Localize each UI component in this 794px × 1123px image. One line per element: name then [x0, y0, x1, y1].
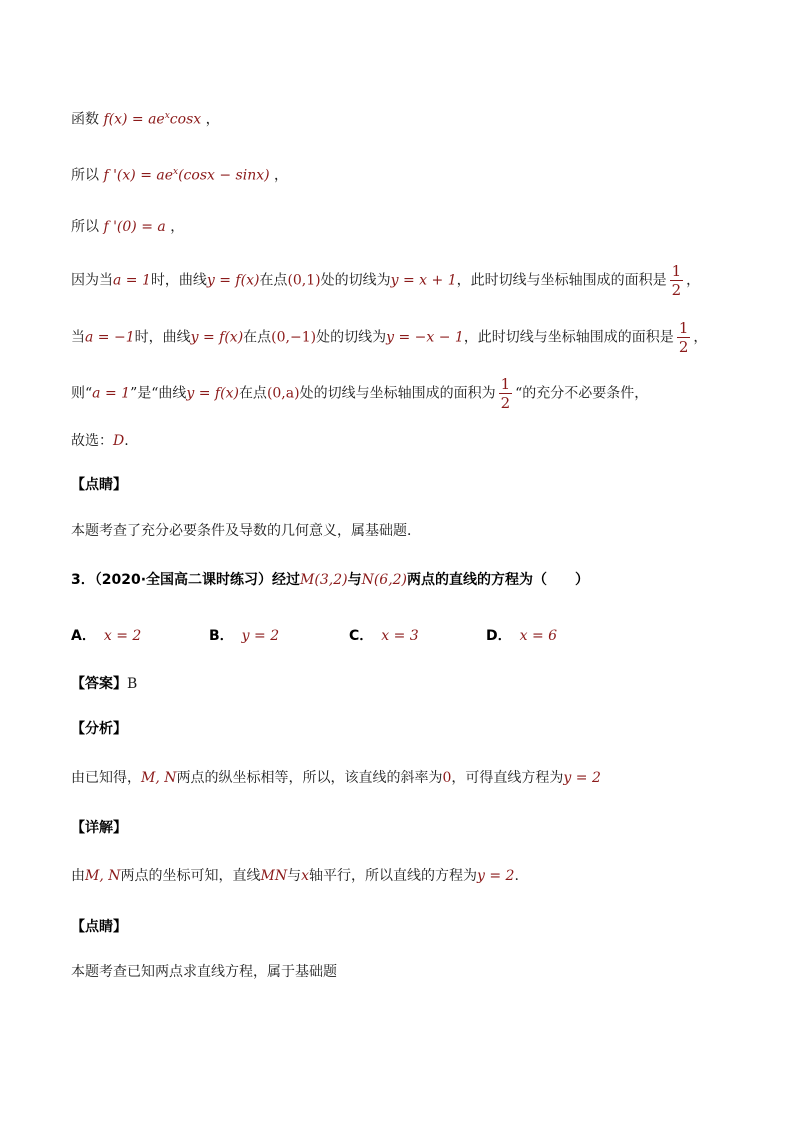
option-label: A．	[71, 628, 96, 644]
option-value: x = 2	[103, 628, 142, 644]
text: ，此时切线与坐标轴围成的面积是	[456, 272, 667, 289]
answer-line	[71, 674, 137, 694]
math-expr: (0,a)	[266, 385, 300, 402]
math-expr: a = −1	[85, 329, 135, 346]
math-expr: y = 2	[563, 770, 601, 786]
text: 故选：	[71, 433, 113, 449]
fenxi-text	[71, 768, 601, 788]
math-expr: (0,1)	[287, 272, 321, 289]
solution-line-2	[71, 162, 288, 186]
math-expr: y = f(x)	[186, 385, 239, 402]
text: 时，曲线	[134, 329, 191, 346]
text: 在点	[259, 272, 288, 289]
text: 轴平行，所以直线的方程为	[309, 868, 477, 884]
text: 两点的纵坐标相等，所以，该直线的斜率为	[176, 770, 443, 786]
math-expr: f '(x) = ae	[103, 167, 174, 184]
option-d	[486, 626, 557, 646]
option-value: x = 3	[381, 628, 419, 644]
option-value: y = 2	[241, 628, 280, 644]
text: 所以	[71, 219, 99, 235]
text: 所以	[71, 167, 99, 184]
option-label: B．	[209, 628, 234, 644]
solution-line-3	[71, 217, 184, 237]
option-a	[71, 626, 141, 646]
fraction-denominator: 2	[678, 338, 689, 356]
math-expr: y = f(x)	[190, 329, 244, 346]
text: 经过	[272, 572, 301, 588]
math-expr: MN	[260, 868, 288, 884]
math-sup: x	[173, 167, 179, 177]
dianjing-heading: 【点睛】	[71, 477, 127, 493]
text: ，	[686, 272, 701, 289]
math-expr: f(x) = ae	[103, 111, 165, 128]
fenxi-heading: 【分析】	[71, 721, 127, 737]
math-expr: M, N	[85, 868, 121, 884]
fraction	[677, 319, 691, 356]
text: ，此时切线与坐标轴围成的面积是	[463, 329, 674, 346]
text: 在点	[243, 329, 272, 346]
fraction-numerator: 1	[678, 319, 689, 337]
text: 由	[71, 868, 85, 884]
text: 因为当	[71, 272, 113, 289]
fraction-denominator: 2	[671, 281, 682, 299]
text: 则“	[71, 385, 93, 402]
question-3-stem	[71, 570, 589, 590]
text: “的充分不必要条件，	[515, 385, 649, 402]
math-expr: a = 1	[92, 385, 131, 402]
text: ，	[170, 219, 185, 235]
dianjing-text: 本题考查了充分必要条件及导数的几何意义，属基础题．	[71, 523, 421, 539]
fraction	[670, 262, 684, 299]
math-expr: cosx	[169, 111, 202, 128]
text: 函数	[71, 111, 99, 128]
option-value: x = 6	[519, 628, 558, 644]
math-expr: a = 1	[113, 272, 151, 289]
math-expr: M, N	[141, 770, 177, 786]
text: 与	[347, 572, 362, 588]
math-expr: y = x + 1	[390, 272, 457, 289]
math-expr: 0	[442, 770, 452, 786]
solution-line-6	[71, 375, 648, 412]
solution-line-4	[71, 262, 700, 299]
text: .	[514, 868, 519, 884]
text: 处的切线为	[320, 272, 391, 289]
math-expr: f '(0) = a	[103, 219, 166, 235]
math-expr: M(3,2)	[300, 572, 348, 588]
option-label: C．	[349, 628, 374, 644]
text: ，	[205, 111, 220, 128]
text: .	[124, 433, 129, 449]
solution-line-7	[71, 431, 129, 451]
text: 当	[71, 329, 85, 346]
question-source: （2020·全国高二课时练习）	[94, 572, 273, 588]
math-expr: y = −x − 1	[386, 329, 464, 346]
answer-heading: 【答案】	[71, 676, 127, 692]
option-c	[349, 626, 419, 646]
solution-line-5	[71, 319, 707, 356]
dianjing-heading-2: 【点睛】	[71, 919, 127, 935]
math-expr: y = 2	[477, 868, 515, 884]
question-number: 3．	[71, 572, 95, 588]
math-expr: (0,−1)	[271, 329, 317, 346]
fraction	[499, 375, 513, 412]
math-expr: D	[113, 433, 125, 449]
text: ，	[693, 329, 708, 346]
text: 两点的坐标可知，直线	[120, 868, 261, 884]
text: 与	[287, 868, 302, 884]
option-label: D．	[486, 628, 512, 644]
fraction-numerator: 1	[671, 262, 682, 280]
math-sup: x	[164, 111, 170, 121]
text: 在点	[238, 385, 267, 402]
text: ，可得直线方程为	[451, 770, 564, 786]
option-b	[209, 626, 279, 646]
fraction-numerator: 1	[500, 375, 511, 393]
text: 处的切线与坐标轴围成的面积为	[299, 385, 496, 402]
answer-value: B	[127, 676, 138, 692]
xiangjie-heading: 【详解】	[71, 820, 127, 836]
text: 由已知得，	[71, 770, 141, 786]
xiangjie-text	[71, 866, 519, 886]
text: ，	[274, 167, 289, 184]
text: 两点的直线的方程为（ ）	[407, 572, 590, 588]
math-expr: y = f(x)	[206, 272, 260, 289]
text: ”是“曲线	[130, 385, 187, 402]
dianjing-text-2: 本题考查已知两点求直线方程，属于基础题	[71, 964, 337, 980]
fraction-denominator: 2	[500, 394, 511, 412]
solution-line-1	[71, 106, 220, 130]
text: 时，曲线	[150, 272, 207, 289]
math-expr: N(6,2)	[361, 572, 408, 588]
text: 处的切线为	[316, 329, 387, 346]
math-expr: (cosx − sinx)	[178, 167, 270, 184]
math-expr: x	[301, 868, 309, 884]
